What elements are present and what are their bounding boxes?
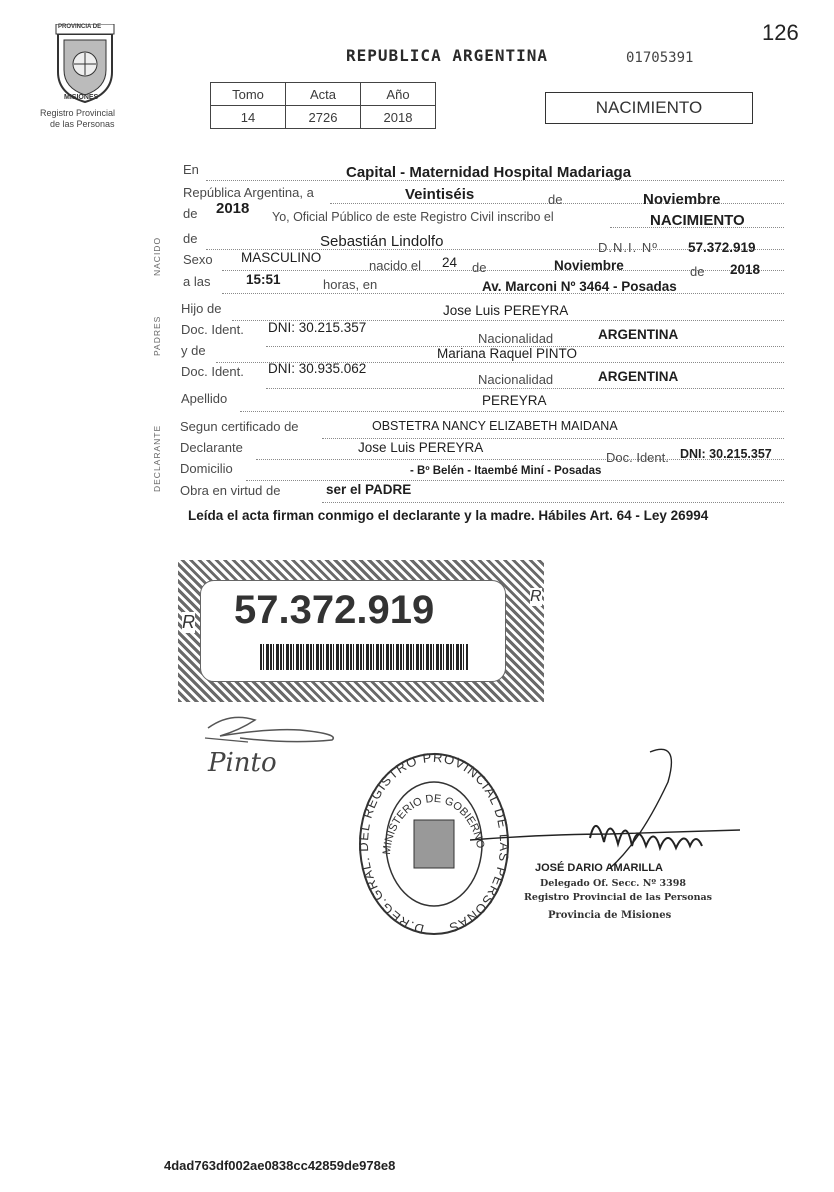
birth-day: 24 [442,255,458,270]
volume-value-acta: 2726 [286,106,361,129]
label-mother-doc: Doc. Ident. [181,364,244,379]
birth-year: 2018 [730,262,761,277]
dni-sticker [178,560,544,702]
label-dni: D.N.I. Nº [598,240,658,255]
crest-text-bottom: MISIONES [64,94,99,101]
stamp-inner-text: MINISTERIO DE GOBIERNO [380,792,487,856]
label-de-name: de [183,231,198,246]
record-type-box: NACIMIENTO [545,92,753,124]
label-hijo-de: Hijo de [181,301,222,316]
label-a-las: a las [183,274,211,289]
dni-sticker-number: 57.372.919 [234,588,435,632]
stamp-outer-text: D.REG.GRAL. DEL REGISTRO PROVINCIAL DE LAS PERSONAS [356,749,512,937]
registration-day: Veintiséis [405,186,475,203]
child-name: Sebastián Lindolfo [320,233,444,250]
label-republica: República Argentina, a [183,185,314,200]
label-declarant-doc: Doc. Ident. [606,450,669,465]
label-de-month: de [548,192,563,207]
volume-table [210,82,436,129]
page-number: 126 [762,20,799,45]
dni-barcode [260,644,468,670]
registry-line-2: de las Personas [50,119,115,129]
mother-nationality: ARGENTINA [598,369,679,384]
side-label-padres: PADRES [152,315,162,356]
dni-sticker-mark-left: R [182,612,195,632]
side-label-nacido: NACIDO [152,236,162,276]
official-name: JOSÉ DARIO AMARILLA [535,862,663,874]
registration-month: Noviembre [643,191,721,208]
dni-sticker-mark-right: R [530,588,542,605]
by-virtue-of: ser el PADRE [326,482,412,497]
father-name: Jose Luis PEREYRA [443,303,569,318]
declarant-doc: DNI: 30.215.357 [680,447,772,461]
declarant-name: Jose Luis PEREYRA [358,440,484,455]
label-nacido-el: nacido el [369,258,422,273]
label-horas-en: horas, en [323,277,378,292]
label-father-nationality: Nacionalidad [478,331,554,346]
crest-text-top: PROVINCIA DE [58,24,102,30]
note-text: Leída el acta firman conmigo el declarante y la madre. Hábiles Art. 64 - Ley 26994 [188,508,709,523]
label-declarante: Declarante [180,440,243,455]
official-role: Delegado Of. Secc. Nº 3398 [540,878,686,889]
volume-header-acta: Acta [286,83,361,106]
surname: PEREYRA [482,393,547,408]
birth-address: Av. Marconi Nº 3464 - Posadas [482,279,677,294]
declarant-address: - Bº Belén - Itaembé Miní - Posadas [410,465,602,477]
document-hash: 4dad763df002ae0838cc42859de978e8 [164,1158,396,1173]
certificate-by: OBSTETRA NANCY ELIZABETH MAIDANA [372,419,618,433]
registry-line-1: Registro Provincial [40,108,116,118]
handwritten-pinto: Pinto [208,748,277,778]
provincial-crest [52,24,118,104]
father-nationality: ARGENTINA [598,327,679,342]
birth-place: Capital - Maternidad Hospital Madariaga [346,164,632,181]
birth-time: 15:51 [246,272,281,287]
label-obra-en-virtud: Obra en virtud de [180,483,281,498]
handwritten-scribble [200,708,350,751]
volume-table-header [211,83,436,106]
label-father-doc: Doc. Ident. [181,322,244,337]
child-dni: 57.372.919 [688,240,756,255]
volume-value-ano: 2018 [361,106,436,129]
serial-number: 01705391 [626,50,694,66]
country-title: REPUBLICA ARGENTINA [346,46,549,65]
birth-month: Noviembre [554,258,624,273]
volume-value-tomo: 14 [211,106,286,129]
official-province: Provincia de Misiones [548,910,672,921]
label-domicilio: Domicilio [180,461,233,476]
mother-doc: DNI: 30.935.062 [268,361,367,376]
label-y-de: y de [181,343,206,358]
volume-header-tomo: Tomo [211,83,286,106]
label-apellido: Apellido [181,391,228,406]
label-mother-nationality: Nacionalidad [478,372,554,387]
label-en: En [183,162,199,177]
label-de-year: de [183,206,198,221]
volume-table-values [211,106,436,129]
father-doc: DNI: 30.215.357 [268,320,367,335]
label-sexo: Sexo [183,252,213,267]
child-sex: MASCULINO [241,250,322,265]
mother-name: Mariana Raquel PINTO [437,346,578,361]
registration-year: 2018 [216,200,250,217]
act-type: NACIMIENTO [650,212,745,229]
official-registry: Registro Provincial de las Personas [524,892,713,903]
side-label-declarante: DECLARANTE [152,424,162,492]
label-de-birth-year: de [690,264,705,279]
label-segun-certificado: Segun certificado de [180,419,299,434]
volume-header-ano: Año [361,83,436,106]
label-de-birth-month: de [472,260,487,275]
label-yo-oficial: Yo, Oficial Público de este Registro Civil inscribo el [272,210,554,224]
